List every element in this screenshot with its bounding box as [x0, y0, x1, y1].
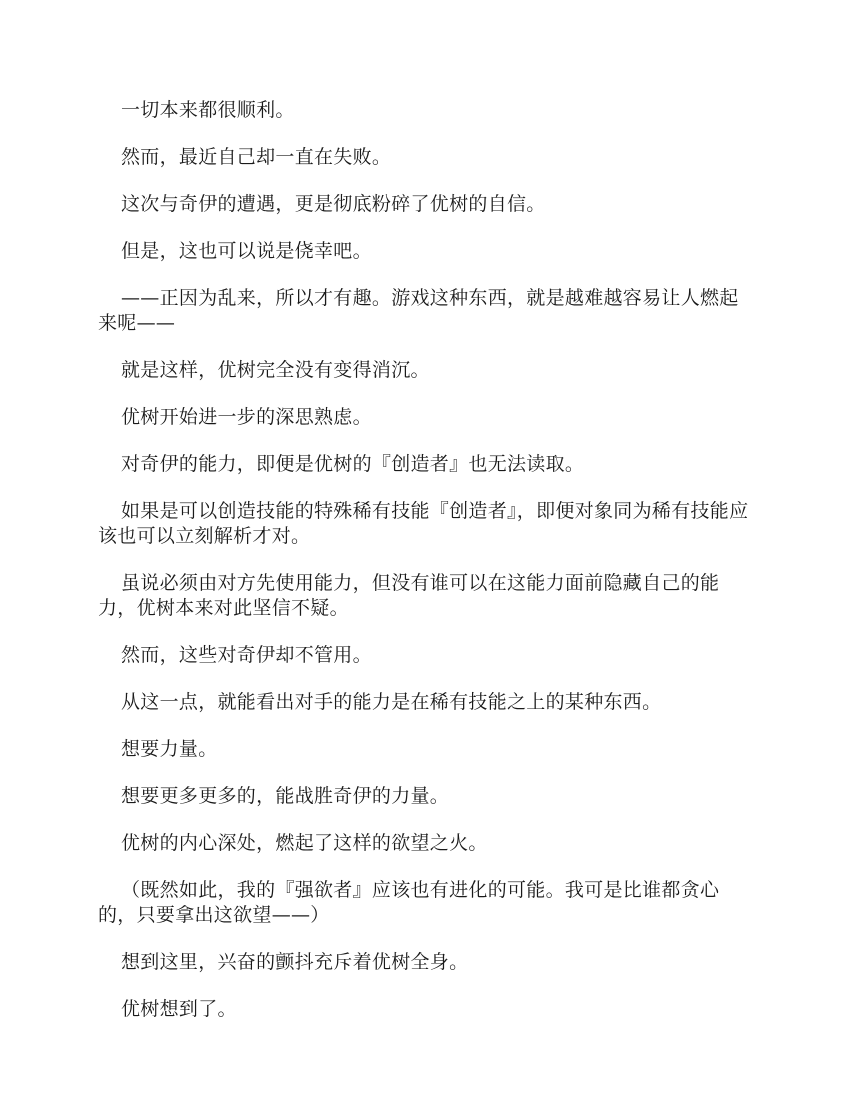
paragraph-8: 对奇伊的能力，即便是优树的『创造者』也无法读取。	[121, 453, 585, 475]
paragraph-5: ——正因为乱来，所以才有趣。游戏这种东西，就是越难越容易让人燃起来呢——	[98, 287, 739, 334]
paragraph-18: 优树想到了。	[121, 998, 237, 1020]
paragraph-3: 这次与奇伊的遭遇，更是彻底粉碎了优树的自信。	[121, 193, 546, 215]
paragraph-14: 想要更多更多的，能战胜奇伊的力量。	[121, 785, 450, 807]
paragraph-7: 优树开始进一步的深思熟虑。	[121, 406, 372, 428]
paragraph-2: 然而，最近自己却一直在失败。	[121, 146, 392, 168]
paragraph-17: 想到这里，兴奋的颤抖充斥着优树全身。	[121, 951, 469, 973]
paragraph-16: （既然如此，我的『强欲者』应该也有进化的可能。我可是比谁都贪心的，只要拿出这欲望——）	[98, 879, 720, 926]
paragraph-9: 如果是可以创造技能的特殊稀有技能『创造者』，即便对象同为稀有技能应该也可以立刻解析才对。	[98, 500, 749, 547]
paragraph-13: 想要力量。	[121, 738, 218, 760]
paragraph-12: 从这一点，就能看出对手的能力是在稀有技能之上的某种东西。	[121, 691, 662, 713]
paragraph-15: 优树的内心深处，燃起了这样的欲望之火。	[121, 832, 488, 854]
paragraph-11: 然而，这些对奇伊却不管用。	[121, 644, 372, 666]
paragraph-4: 但是，这也可以说是侥幸吧。	[121, 240, 372, 262]
paragraph-6: 就是这样，优树完全没有变得消沉。	[121, 359, 430, 381]
paragraph-1: 一切本来都很顺利。	[121, 99, 295, 121]
paragraph-10: 虽说必须由对方先使用能力，但没有谁可以在这能力面前隐藏自己的能力，优树本来对此坚信不疑。	[98, 572, 720, 619]
